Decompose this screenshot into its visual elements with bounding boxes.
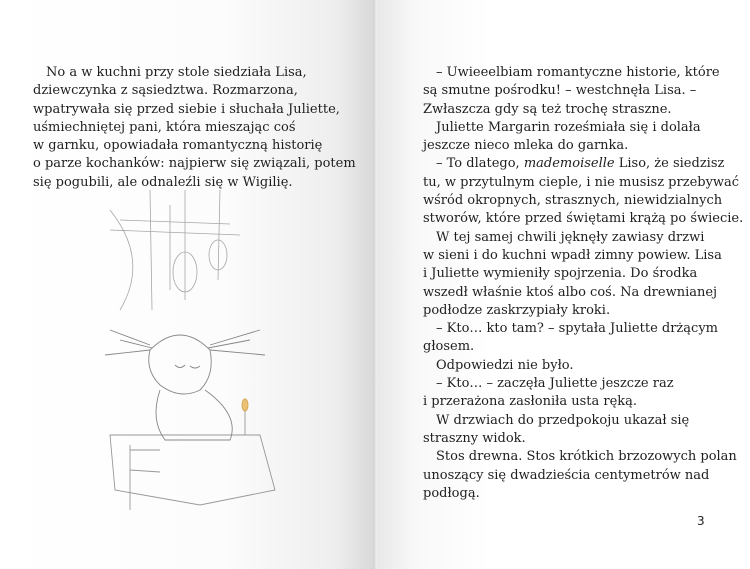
text-line-with-italic <box>423 155 743 173</box>
text-line: uśmiechniętej pani, która mieszając coś <box>33 119 296 135</box>
text-line: głosem. <box>423 339 475 355</box>
pencil-illustration <box>90 190 310 510</box>
text-line: No a w kuchni przy stole siedziała Lisa, <box>46 65 307 80</box>
text-line: w garnku, opowiadała romantyczną historię <box>33 138 323 154</box>
text-line: są smutne pośrodku! – westchnęła Lisa. – <box>423 83 697 99</box>
hanging-utensils <box>110 190 240 310</box>
text-line: jeszcze nieco mleka do garnka. <box>423 138 629 154</box>
text-line: się pogubili, ale odnaleźli się w Wigilię. <box>33 174 293 190</box>
text-line: dziewczynka z sąsiedztwa. Rozmarzona, <box>33 83 298 99</box>
text-line: w sieni i do kuchni wpadł zimny powiew. Lisa <box>423 247 722 263</box>
text-line: o parze kochanków: najpierw się związali, potem <box>33 156 356 172</box>
girl-sketch <box>105 330 265 440</box>
text-segment: – To dlatego, <box>436 156 524 172</box>
text-line: wszedł właśnie ktoś albo coś. Na drewnianej <box>423 284 718 300</box>
text-line: podłodze zaskrzypiały kroki. <box>423 302 611 318</box>
text-line: i przerażona zasłoniła usta ręką. <box>423 394 638 410</box>
text-line: – Uwieeelbiam romantyczne historie, które <box>436 65 720 80</box>
text-line: Zwłaszcza gdy są też trochę straszne. <box>423 101 672 117</box>
text-line: i Juliette wymieniły spojrzenia. Do środka <box>423 266 698 282</box>
text-line: tu, w przytulnym cieple, i nie musisz przebywać <box>423 174 740 190</box>
italic-word: mademoiselle <box>523 156 615 172</box>
left-page-text <box>33 64 356 192</box>
text-line: Juliette Margarin roześmiała się i dolała <box>436 119 701 135</box>
table-and-chair <box>110 399 275 510</box>
text-line: stworów, które przed świętami krążą po świecie. <box>423 211 744 227</box>
text-line: unoszący się dwadzieścia centymetrów nad <box>423 467 710 483</box>
right-page-text <box>423 64 743 503</box>
text-line: wpatrywała się przed siebie i słuchała Juliette, <box>33 101 340 117</box>
text-line: wśród okropnych, strasznych, niewidzialnych <box>423 193 723 209</box>
text-line: Stos drewna. Stos krótkich brzozowych polan <box>436 449 737 465</box>
text-line: W tej samej chwili jęknęły zawiasy drzwi <box>436 229 705 245</box>
page-number: 3 <box>697 514 705 528</box>
text-line: straszny widok. <box>423 430 526 446</box>
text-line: – Kto… kto tam? – spytała Juliette drżącym <box>436 321 718 337</box>
text-line: W drzwiach do przedpokoju ukazał się <box>436 412 690 428</box>
text-segment: Liso, że siedzisz <box>614 156 725 172</box>
text-line: podłogą. <box>423 485 480 501</box>
text-line: – Kto… – zaczęła Juliette jeszcze raz <box>436 376 674 392</box>
text-line: Odpowiedzi nie było. <box>436 357 574 373</box>
